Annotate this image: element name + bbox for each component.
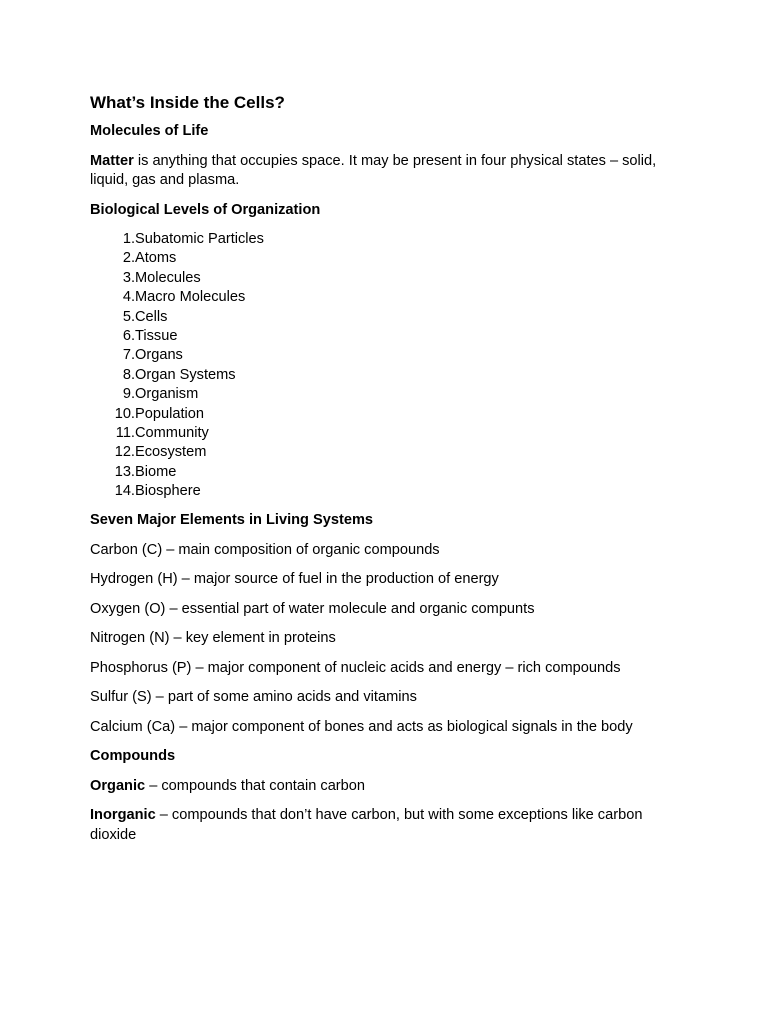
list-number: 12. — [114, 444, 135, 461]
section-heading-compounds: Compounds — [90, 748, 176, 765]
list-number: 6. — [122, 327, 135, 344]
list-item-label: Atoms — [135, 250, 177, 267]
element-nitrogen: Nitrogen (N) – key element in proteins — [90, 630, 336, 647]
list-item-label: Organs — [135, 347, 183, 364]
list-item-label: Subatomic Particles — [135, 231, 264, 247]
list-item — [90, 385, 690, 404]
list-item — [90, 269, 690, 288]
list-number: 13. — [114, 463, 135, 480]
list-number: 10. — [114, 405, 135, 422]
section-heading-levels: Biological Levels of Organization — [90, 201, 321, 218]
list-item-label: Population — [135, 405, 204, 422]
organic-term: Organic — [90, 777, 146, 794]
list-number: 8. — [122, 366, 135, 383]
list-item-label: Molecules — [135, 269, 201, 286]
list-number: 4. — [122, 289, 135, 306]
list-item — [90, 308, 690, 327]
list-number: 5. — [122, 308, 135, 325]
list-item-label: Cells — [135, 308, 168, 325]
inorganic-definition: – compounds that don’t have carbon, but with some exceptions like carbon dioxide — [90, 807, 643, 843]
element-sulfur: Sulfur (S) – part of some amino acids and vitamins — [90, 689, 417, 706]
list-item — [90, 482, 690, 501]
list-item-label: Organism — [135, 386, 199, 403]
element-oxygen: Oxygen (O) – essential part of water molecule and organic compunts — [90, 600, 535, 617]
list-item — [90, 230, 690, 249]
matter-paragraph — [90, 152, 690, 191]
list-item-label: Biome — [135, 463, 177, 480]
list-item-label: Organ Systems — [135, 366, 236, 383]
list-item-label: Ecosystem — [135, 444, 207, 461]
inorganic-paragraph — [90, 806, 690, 845]
section-heading-molecules: Molecules of Life — [90, 123, 209, 139]
list-item — [90, 405, 690, 424]
document-page — [90, 92, 690, 855]
list-number: 1. — [122, 231, 135, 247]
list-item — [90, 366, 690, 385]
list-item — [90, 327, 690, 346]
element-carbon: Carbon (C) – main composition of organic compounds — [90, 541, 440, 558]
levels-list — [90, 230, 690, 501]
section-heading-elements: Seven Major Elements in Living Systems — [90, 512, 374, 529]
list-item-label: Community — [135, 424, 209, 441]
list-item — [90, 249, 690, 268]
list-item — [90, 463, 690, 482]
page-title: What’s Inside the Cells? — [90, 93, 285, 112]
list-item-label: Tissue — [135, 327, 178, 344]
list-item — [90, 288, 690, 307]
list-item — [90, 346, 690, 365]
element-phosphorus: Phosphorus (P) – major component of nucleic acids and energy – rich compounds — [90, 659, 621, 676]
matter-definition: is anything that occupies space. It may be present in four physical states – solid, liquid, gas and plasma. — [90, 152, 657, 188]
list-item-label: Biosphere — [135, 483, 201, 500]
list-number: 14. — [114, 483, 135, 500]
element-hydrogen: Hydrogen (H) – major source of fuel in the production of energy — [90, 571, 499, 588]
list-number: 9. — [122, 386, 135, 403]
list-number: 3. — [122, 269, 135, 286]
organic-paragraph — [90, 777, 690, 797]
list-item — [90, 443, 690, 462]
organic-definition: – compounds that contain carbon — [145, 777, 366, 794]
list-item-label: Macro Molecules — [135, 289, 246, 306]
matter-term: Matter — [90, 152, 134, 169]
element-calcium: Calcium (Ca) – major component of bones and acts as biological signals in the body — [90, 718, 633, 735]
inorganic-term: Inorganic — [90, 807, 156, 824]
list-item — [90, 424, 690, 443]
list-number: 11. — [115, 424, 135, 441]
list-number: 2. — [122, 250, 135, 267]
list-number: 7. — [122, 347, 135, 364]
